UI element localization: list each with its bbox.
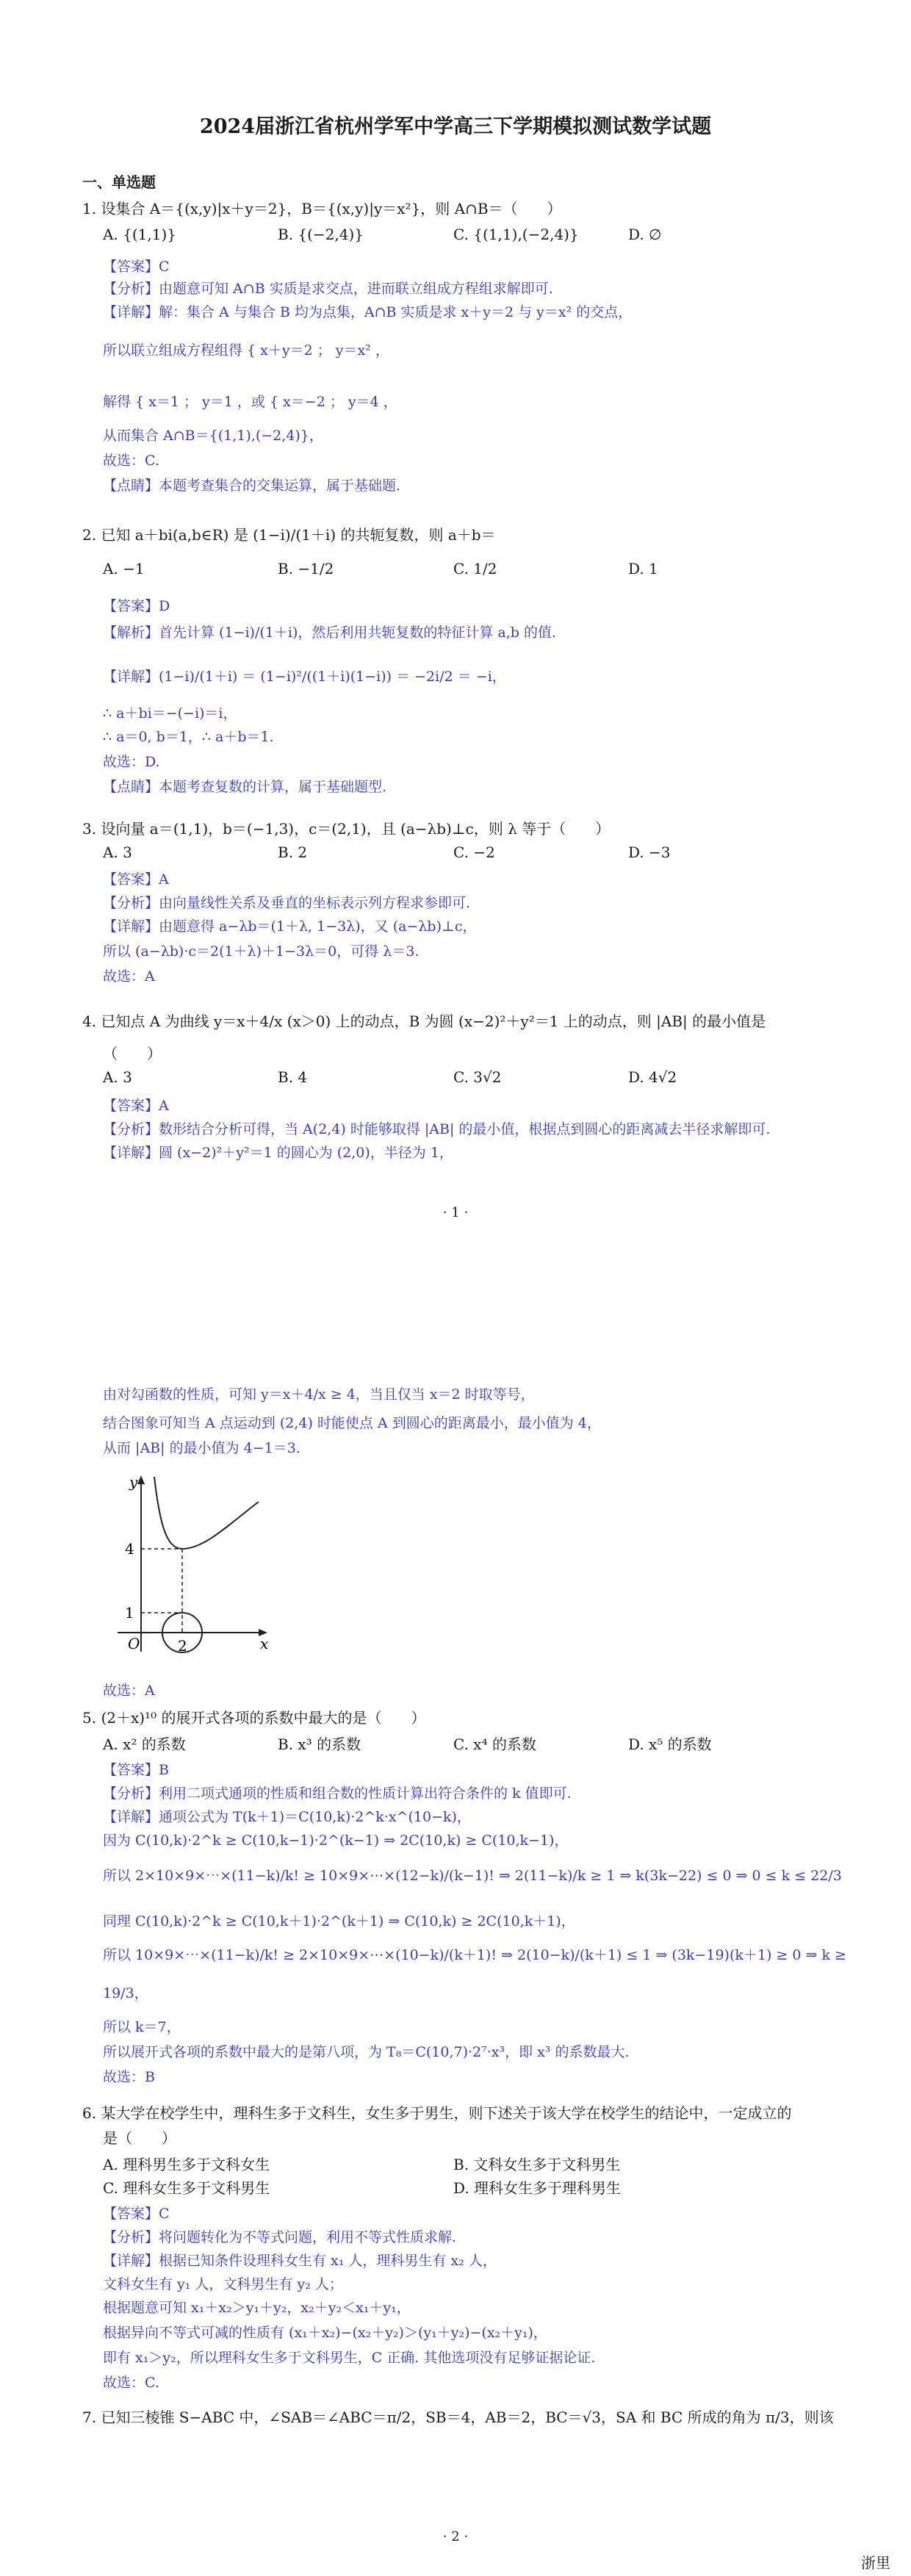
section-tag: 【详解】 <box>103 669 159 685</box>
q1-option-a: A. {(1,1)} <box>103 226 177 243</box>
q4-option-a: A. 3 <box>103 1068 132 1086</box>
q4-option-b: B. 4 <box>278 1068 308 1086</box>
section-tag: 【分析】 <box>103 2229 159 2245</box>
q1-comment: 【点睛】本题考查集合的交集运算，属于基础题. <box>103 478 401 494</box>
q7-stem: 7. 已知三棱锥 S−ABC 中，∠SAB＝∠ABC＝π/2，SB＝4，AB＝2，BC＝√3，SA 和 BC 所成的角为 π/3，则该 <box>82 2408 834 2426</box>
q4-detail-cont-2: 结合图象可知当 A 点运动到 (2,4) 时能使点 A 到圆心的距离最小，最小值为 4， <box>103 1415 601 1431</box>
section-tag: 【详解】 <box>103 2253 159 2269</box>
q2-option-c: C. 1/2 <box>453 560 497 578</box>
y-axis-arrow <box>137 1475 145 1484</box>
q2-analysis: 【解析】首先计算 (1−i)/(1＋i)，然后利用共轭复数的特征计算 a,b 的值. <box>103 625 557 641</box>
q5-step-7: 所以展开式各项的系数中最大的是第八项，为 T₈＝C(10,7)·2⁷·x³，即 x³ 的系数最大. <box>103 2044 630 2060</box>
section-tag: 【详解】 <box>103 1809 159 1825</box>
q5-option-d: D. x⁵ 的系数 <box>628 1735 712 1753</box>
q6-analysis: 【分析】将问题转化为不等式问题，利用不等式性质求解. <box>103 2229 457 2245</box>
q4-option-d: D. 4√2 <box>628 1068 677 1086</box>
q5-step-5: 19/3， <box>103 1985 148 2001</box>
section-heading: 一、单选题 <box>82 173 156 191</box>
q2-choice: 故选：D. <box>103 754 160 770</box>
q6-step-3: 根据异向不等式可减的性质有 (x₁＋x₂)−(x₂＋y₂)＞(y₁＋y₂)−(x₂＋y₁)， <box>103 2325 547 2341</box>
q3-detail: 【详解】由题意得 a−λb＝(1＋λ, 1−3λ)，又 (a−λb)⊥c， <box>103 918 477 935</box>
section-tag: 【点睛】 <box>103 779 159 795</box>
q2-option-d: D. 1 <box>628 560 658 578</box>
q3-choice: 故选：A <box>103 968 155 985</box>
x-axis-label: x <box>260 1635 269 1652</box>
q5-option-c: C. x⁴ 的系数 <box>453 1735 536 1753</box>
q4-choice: 故选：A <box>103 1683 155 1699</box>
section-tag: 【分析】 <box>103 1121 159 1137</box>
q6-step-4: 即有 x₁＞y₂，所以理科女生多于文科男生，C 正确. 其他选项没有足够证据论证. <box>103 2350 596 2366</box>
q6-answer: 【答案】C <box>103 2206 170 2222</box>
q2-option-b: B. −1/2 <box>278 560 334 578</box>
section-tag: 【答案】 <box>103 598 159 614</box>
q2-stem: 2. 已知 a＋bi(a,b∈R) 是 (1−i)/(1＋i) 的共轭复数，则 a＋b＝ <box>82 526 496 544</box>
q1-option-c: C. {(1,1),(−2,4)} <box>453 226 579 243</box>
curve-a <box>154 1477 259 1549</box>
q2-step-2: ∴ a＝0, b＝1，∴ a＋b＝1. <box>103 729 274 745</box>
q3-answer: 【答案】A <box>103 871 169 888</box>
q1-answer: 【答案】C <box>103 259 170 275</box>
q3-option-b: B. 2 <box>278 843 308 861</box>
tick-label-4: 4 <box>125 1540 134 1558</box>
page-number-2: · 2 · <box>442 2529 469 2544</box>
section-tag: 【答案】 <box>103 1098 159 1114</box>
q6-step-2: 根据题意可知 x₁＋x₂＞y₁＋y₂，x₂＋y₂＜x₁＋y₁， <box>103 2300 411 2316</box>
q2-comment: 【点睛】本题考查复数的计算，属于基础题型. <box>103 779 387 795</box>
q3-option-d: D. −3 <box>628 843 671 861</box>
section-tag: 【详解】 <box>103 304 159 320</box>
q6-detail: 【详解】根据已知条件设理科女生有 x₁ 人，理科男生有 x₂ 人， <box>103 2253 497 2269</box>
q1-result: 从而集合 A∩B＝{(1,1),(−2,4)}， <box>103 428 323 444</box>
q2-step-1: ∴ a＋bi＝−(−i)＝i， <box>103 705 237 722</box>
q6-option-a: A. 理科男生多于文科女生 <box>103 2156 270 2173</box>
q3-option-a: A. 3 <box>103 843 132 861</box>
q5-step-6: 所以 k＝7， <box>103 2019 181 2035</box>
q1-equation-system: 所以联立组成方程组得 { x＋y＝2 ； y＝x² ， <box>103 342 389 359</box>
q1-analysis: 【分析】由题意可知 A∩B 实质是求交点，进而联立组成方程组求解即可. <box>103 281 553 297</box>
section-tag: 【详解】 <box>103 918 159 935</box>
tick-label-2: 2 <box>178 1637 187 1655</box>
page-number-1: · 1 · <box>442 1205 469 1220</box>
q2-detail: 【详解】(1−i)/(1＋i) ＝ (1−i)²/((1＋i)(1−i)) ＝ −2i/2 ＝ −i， <box>103 669 506 685</box>
q4-analysis: 【分析】数形结合分析可得，当 A(2,4) 时能够取得 |AB| 的最小值，根据点到圆心的距离减去半径求解即可. <box>103 1121 771 1137</box>
q5-analysis: 【分析】利用二项式通项的性质和组合数的性质计算出符合条件的 k 值即可. <box>103 1785 572 1802</box>
q5-step-2: 所以 2×10×9×⋯×(11−k)/k! ≥ 10×9×⋯×(12−k)/(k−1)! ⇒ 2(11−k)/k ≥ 1 ⇒ k(3k−22) ≤ 0 ⇒ 0 ≤ k ≤ 22/3 <box>103 1868 842 1884</box>
q5-step-3: 同理 C(10,k)·2^k ≥ C(10,k＋1)·2^(k＋1) ⇒ C(10,k) ≥ 2C(10,k＋1)， <box>103 1913 575 1929</box>
q5-option-a: A. x² 的系数 <box>103 1735 186 1753</box>
section-tag: 【答案】 <box>103 259 159 275</box>
q4-detail: 【详解】圆 (x−2)²＋y²＝1 的圆心为 (2,0)，半径为 1， <box>103 1145 453 1161</box>
q6-option-c: C. 理科女生多于文科男生 <box>103 2179 270 2197</box>
q6-stem-cont: 是（ ） <box>103 2129 176 2147</box>
section-tag: 【详解】 <box>103 1145 159 1161</box>
q3-stem: 3. 设向量 a＝(1,1)，b＝(−1,3)，c＝(2,1)，且 (a−λb)⊥c，则 λ 等于（ ） <box>82 820 611 838</box>
q5-answer: 【答案】B <box>103 1762 169 1778</box>
q2-option-a: A. −1 <box>103 560 145 578</box>
q5-step-1: 因为 C(10,k)·2^k ≥ C(10,k−1)·2^(k−1) ⇒ 2C(10,k) ≥ C(10,k−1)， <box>103 1832 569 1849</box>
q4-stem-cont: （ ） <box>103 1045 162 1062</box>
q4-stem: 4. 已知点 A 为曲线 y＝x＋4/x (x＞0) 上的动点，B 为圆 (x−2)²＋y²＝1 上的动点，则 |AB| 的最小值是 <box>82 1012 766 1030</box>
q5-choice: 故选：B <box>103 2069 155 2085</box>
q5-option-b: B. x³ 的系数 <box>278 1735 361 1753</box>
q4-answer: 【答案】A <box>103 1098 169 1114</box>
q5-step-4: 所以 10×9×⋯×(11−k)/k! ≥ 2×10×9×⋯×(10−k)/(k＋1)! ⇒ 2(10−k)/(k＋1) ≤ 1 ⇒ (3k−19)(k＋1) ≥ 0 ⇒ k ≥ <box>103 1947 846 1963</box>
q1-detail: 【详解】解：集合 A 与集合 B 均为点集，A∩B 实质是求 x＋y＝2 与 y＝x² 的交点， <box>103 304 633 320</box>
page-title: 2024届浙江省杭州学军中学高三下学期模拟测试数学试题 <box>199 115 712 138</box>
q6-option-b: B. 文科女生多于文科男生 <box>453 2156 621 2173</box>
q1-solution: 解得 { x＝1 ； y＝1 ，或 { x＝−2 ； y＝4 ， <box>103 394 397 410</box>
q4-graph <box>103 1462 279 1661</box>
q3-step: 所以 (a−λb)·c＝2(1＋λ)＋1−3λ＝0，可得 λ＝3. <box>103 943 420 960</box>
q6-choice: 故选：C. <box>103 2375 159 2391</box>
section-tag: 【点睛】 <box>103 478 159 494</box>
q4-detail-cont-1: 由对勾函数的性质，可知 y＝x＋4/x ≥ 4，当且仅当 x＝2 时取等号， <box>103 1386 535 1403</box>
corner-watermark: 浙里 <box>861 2554 890 2572</box>
q2-answer: 【答案】D <box>103 598 170 614</box>
q5-detail: 【详解】通项公式为 T(k＋1)＝C(10,k)·2^k·x^(10−k)， <box>103 1809 471 1825</box>
section-tag: 【分析】 <box>103 1785 159 1802</box>
section-tag: 【分析】 <box>103 895 159 911</box>
q3-analysis: 【分析】由向量线性关系及垂直的坐标表示列方程求参即可. <box>103 895 471 911</box>
origin-label: O <box>128 1635 140 1652</box>
section-tag: 【答案】 <box>103 871 159 888</box>
section-tag: 【答案】 <box>103 2206 159 2222</box>
y-axis-label: y <box>129 1473 138 1491</box>
q6-step-1: 文科女生有 y₁ 人，文科男生有 y₂ 人； <box>103 2276 343 2292</box>
tick-label-1: 1 <box>125 1604 134 1622</box>
section-tag: 【答案】 <box>103 1762 159 1778</box>
q4-option-c: C. 3√2 <box>453 1068 502 1086</box>
q1-choice: 故选：C. <box>103 453 159 469</box>
q3-option-c: C. −2 <box>453 843 495 861</box>
section-tag: 【分析】 <box>103 281 159 297</box>
q1-stem: 1. 设集合 A＝{(x,y)|x＋y＝2}，B＝{(x,y)|y＝x²}，则 A∩B＝（ ） <box>82 200 562 217</box>
q5-stem: 5. (2＋x)¹⁰ 的展开式各项的系数中最大的是（ ） <box>82 1709 426 1727</box>
q6-stem: 6. 某大学在校学生中，理科生多于文科生，女生多于男生，则下述关于该大学在校学生的结论中，一定成立的 <box>82 2104 792 2122</box>
q1-option-d: D. ∅ <box>628 226 662 243</box>
section-tag: 【解析】 <box>103 625 159 641</box>
q6-option-d: D. 理科女生多于理科男生 <box>453 2179 622 2197</box>
q1-option-b: B. {(−2,4)} <box>278 226 364 243</box>
q4-detail-cont-3: 从而 |AB| 的最小值为 4−1＝3. <box>103 1440 300 1456</box>
